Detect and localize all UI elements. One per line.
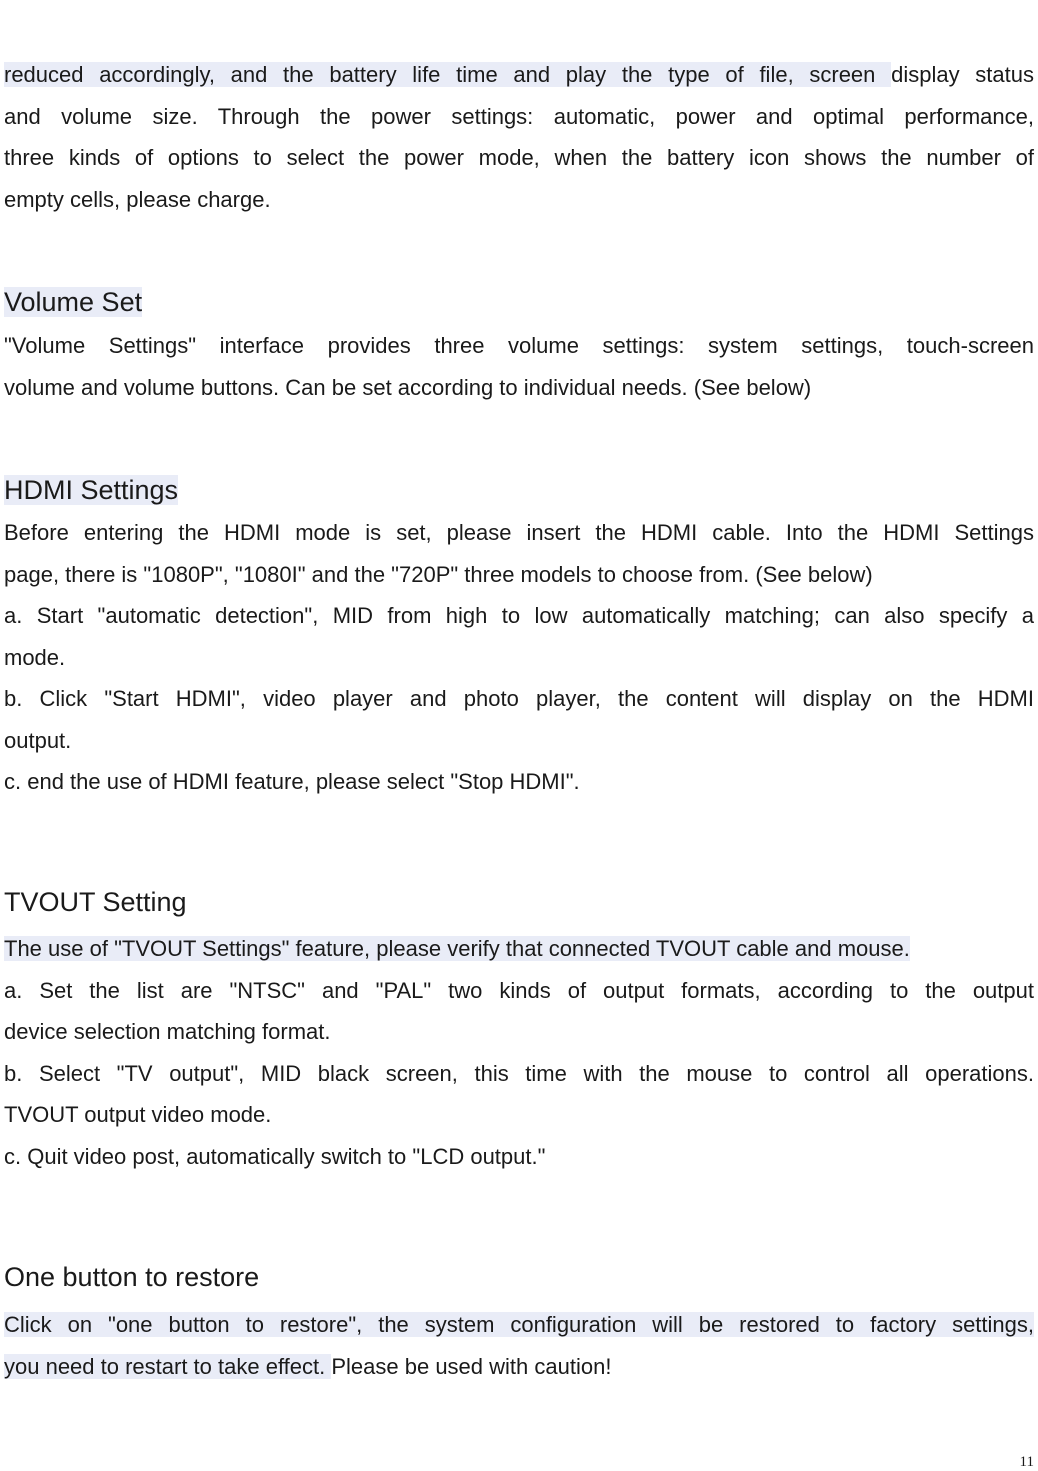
tvout-line-4: b. Select "TV output", MID black screen, this time with the mouse to control all operations. — [4, 1060, 1034, 1086]
highlighted-text: you need to restart to take effect. — [4, 1353, 332, 1379]
tvout-line-3: device selection matching format. — [4, 1019, 331, 1044]
document-page — [4, 0, 1034, 1470]
restore-line-2 — [4, 1346, 1034, 1388]
restore-line-1 — [4, 1304, 1034, 1346]
intro-line-3: three kinds of options to select the power mode, when the battery icon shows the number of — [4, 145, 1034, 170]
tvout-line-6: c. Quit video post, automatically switch to "LCD output." — [4, 1143, 546, 1169]
intro-line-1 — [4, 54, 1034, 96]
heading-text: Volume Set — [4, 287, 143, 317]
volume-line-2: volume and volume buttons. Can be set according to individual needs. (See below) — [4, 374, 812, 400]
intro-paragraph — [4, 54, 1034, 220]
hdmi-paragraph — [4, 512, 1034, 803]
page-number: 11 — [1019, 1454, 1034, 1470]
highlighted-text: Click on "one button to restore", the system configuration will be restored to factory settings, — [4, 1312, 1034, 1337]
hdmi-line-1: Before entering the HDMI mode is set, please insert the HDMI cable. Into the HDMI Settings — [4, 520, 1034, 545]
section-heading-restore — [4, 1260, 259, 1294]
intro-line-4: empty cells, please charge. — [4, 186, 271, 212]
tvout-line-2: a. Set the list are "NTSC" and "PAL" two kinds of output formats, according to the output — [4, 977, 1034, 1003]
restore-paragraph — [4, 1304, 1034, 1387]
highlighted-text: reduced accordingly, and the battery life time and play the type of file, screen — [4, 62, 892, 87]
tvout-line-1 — [4, 928, 1034, 970]
highlighted-text: The use of "TVOUT Settings" feature, please verify that connected TVOUT cable and mouse. — [4, 936, 910, 961]
section-heading-tvout — [4, 885, 187, 919]
hdmi-line-5: b. Click "Start HDMI", video player and photo player, the content will display on the HDMI — [4, 686, 1034, 711]
hdmi-line-3: a. Start "automatic detection", MID from high to low automatically matching; can also specify a — [4, 603, 1034, 628]
volume-line-1 — [4, 325, 1034, 367]
line-text: display status — [891, 62, 1034, 87]
line-text: Please be used with caution! — [331, 1353, 612, 1379]
tvout-line-5: TVOUT output video mode. — [4, 1102, 272, 1127]
line-text: "Volume Settings" interface provides three volume settings: system settings, touch-screen — [4, 333, 1034, 358]
section-heading-hdmi — [4, 473, 178, 507]
hdmi-line-6: output. — [4, 727, 72, 753]
volume-paragraph — [4, 325, 1034, 408]
hdmi-line-4: mode. — [4, 644, 66, 670]
hdmi-line-2: page, there is "1080P", "1080I" and the "720P" three models to choose from. (See below) — [4, 561, 873, 587]
intro-line-2: and volume size. Through the power settings: automatic, power and optimal performance, — [4, 103, 1034, 129]
section-heading-volume — [4, 285, 142, 319]
heading-text: One button to restore — [4, 1262, 260, 1292]
heading-text: TVOUT Setting — [4, 887, 187, 917]
hdmi-line-7: c. end the use of HDMI feature, please select "Stop HDMI". — [4, 769, 580, 794]
heading-text: HDMI Settings — [4, 475, 179, 505]
tvout-paragraph — [4, 928, 1034, 1177]
